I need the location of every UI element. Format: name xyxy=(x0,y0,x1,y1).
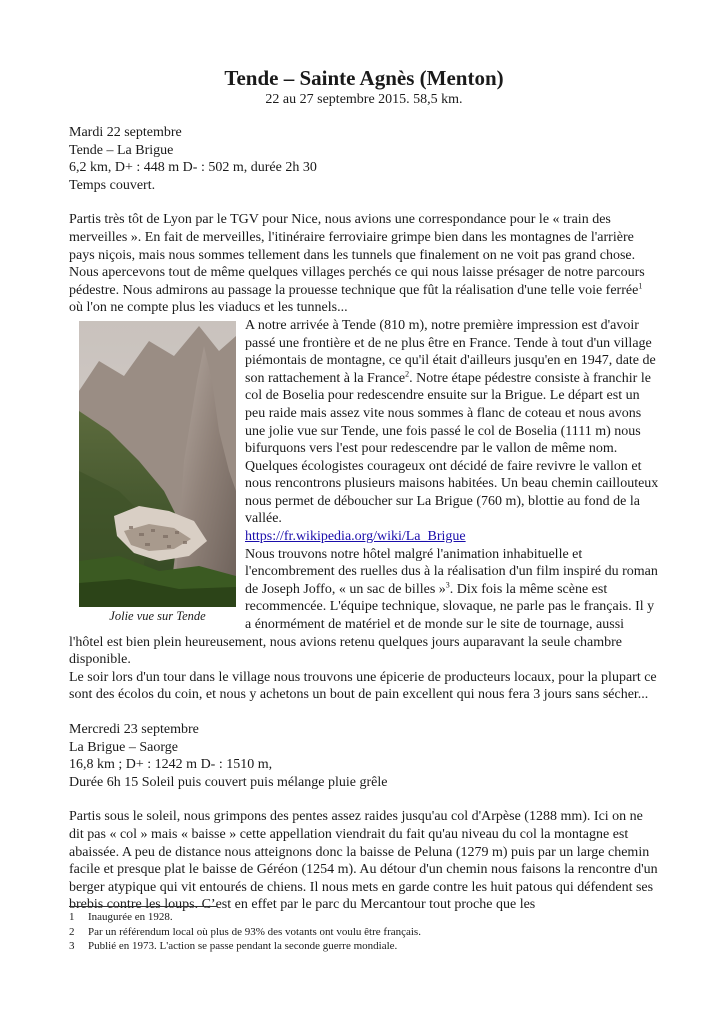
footnote-item xyxy=(69,910,659,925)
day2-weather: Durée 6h 15 Soleil puis couvert puis mélange pluie grêle xyxy=(69,774,388,790)
footnote-ref-2[interactable]: 2 xyxy=(405,369,410,379)
day1-route: Tende – La Brigue xyxy=(69,142,174,158)
page-title: Tende – Sainte Agnès (Menton) xyxy=(224,66,504,90)
day1-para1-text: Partis très tôt de Lyon par le TGV pour Nice, nous avions une correspondance pour le « train des merveilles ». En fait de merveilles, l'itinéraire ferroviaire grimpe bien dans les montagnes de l'arrière pays niçois, mais nous sommes tellement dans les tunnels que finalement on ne voit pas grand chose. Nous apercevons tout de même quelques villages perchés ce qui nous laisse présager de notre parcours pédestre. Nous admirons au passage la prouesse technique que fût la réalisation d'une telle voie ferrée xyxy=(69,212,645,298)
day1-para2-text: A notre arrivée à Tende (810 m), notre première impression est d'avoir passé une frontière et de ne plus être en France. Tende à tout d'un village piémontais de montagne, ce qu'il était d'ailleurs jusqu'en en 1947, date de son rattachement à la France xyxy=(245,317,656,386)
footnote-item xyxy=(69,939,659,954)
day2-date: Mercredi 23 septembre xyxy=(69,722,199,737)
footnote-ref-1[interactable]: 1 xyxy=(638,281,643,291)
day1-para3-end: . Dix fois la même scène est recommencée. L'équipe technique, slovaque, ne parle pas le français. Il y a énormément de matériel et de monde sur le site de tournage, aussi l'hôtel est bien plein heureusement, nous avions retenu quelques jours auparavant la seule chambre disponible. xyxy=(69,581,655,668)
wikipedia-link[interactable]: https://fr.wikipedia.org/wiki/La_Brigue xyxy=(245,529,466,545)
day1-header xyxy=(69,124,659,194)
day1-paragraph xyxy=(69,211,659,317)
page-subtitle: 22 au 27 septembre 2015. 58,5 km. xyxy=(265,92,463,107)
day1-weather: Temps couvert. xyxy=(69,177,156,193)
day1-para1-end: où l'on ne compte plus les viaducs et les tunnels... xyxy=(69,300,348,316)
day1-paragraph-4: Le soir lors d'un tour dans le village nous trouvons une épicerie de producteurs locaux, pour la plupart ce sont des écolos du coin, et nous y achetons un bout de pain excellent qui nous fera 3 jours sans sécher... xyxy=(69,669,657,703)
day1-stats: 6,2 km, D+ : 448 m D- : 502 m, durée 2h 30 xyxy=(69,160,317,176)
footnote-ref-3[interactable]: 3 xyxy=(445,580,450,590)
footnotes xyxy=(69,906,659,954)
day1-date: Mardi 22 septembre xyxy=(69,125,182,140)
day2-route: La Brigue – Saorge xyxy=(69,739,178,755)
day1-para3-text: Nous trouvons notre hôtel malgré l'animation inhabituelle et l'encombrement des ruelles dus à la réalisation d'un film inspiré du roman de Joseph Joffo, « un sac de billes » xyxy=(245,546,658,597)
footnote-text: Par un référendum local où plus de 93% des votants ont voulu être français. xyxy=(88,925,421,938)
tende-photo xyxy=(79,321,236,607)
footnote-number: 1 xyxy=(69,911,75,923)
footnote-number: 2 xyxy=(69,925,75,938)
footnote-divider xyxy=(69,906,217,907)
day2-paragraph: Partis sous le soleil, nous grimpons des pentes assez raides jusqu'au col d'Arpèse (1288 mm). Ici on ne dit pas « col » mais « baisse » cette appellation viendrait du fait qu'au niveau du col la montagne est abaissée. A peu de distance nous atteignons donc la baisse de Peluna (1279 m) puis par un large chemin facile et presque plat le baisse de Géréon (1254 m). Au détour d'un chemin nous faisons la rencontre d'un berger atypique qui vit entourés de chiens. Il nous mets en garde contre les huit patous qui défendent ses brebis contre les loups. C’est en effet par le parc du Mercantour tout proche que les xyxy=(69,809,658,913)
document-page xyxy=(69,66,659,914)
photo-figure xyxy=(79,321,236,624)
footnote-text: Publié en 1973. L'action se passe pendant la seconde guerre mondiale. xyxy=(88,940,398,952)
footnote-item xyxy=(69,925,659,940)
footnote-text: Inaugurée en 1928. xyxy=(88,911,173,923)
footnote-number: 3 xyxy=(69,940,75,952)
photo-caption: Jolie vue sur Tende xyxy=(109,608,206,623)
day2-header xyxy=(69,721,659,791)
day2-stats: 16,8 km ; D+ : 1242 m D- : 1510 m, xyxy=(69,757,273,773)
day1-para2-end: . Notre étape pédestre consiste à franchir le col de Boselia pour redescendre ensuite sur la Brigue. Le départ est un peu raide mais assez vite nous sommes à flanc de coteau et nous avons une jolie vue sur Tende, une fois passé le col de Boselia (1111 m) nous bifurquons vers l'est pour redescendre par le vallon de même nom. Quelques écologistes courageux ont décidé de faire revivre le vallon et nous rencontrons plusieurs maisons habitées. Un beau chemin caillouteux nous permet de déboucher sur La Brigue (760 m), blottie au fond de la vallée. xyxy=(245,370,659,527)
